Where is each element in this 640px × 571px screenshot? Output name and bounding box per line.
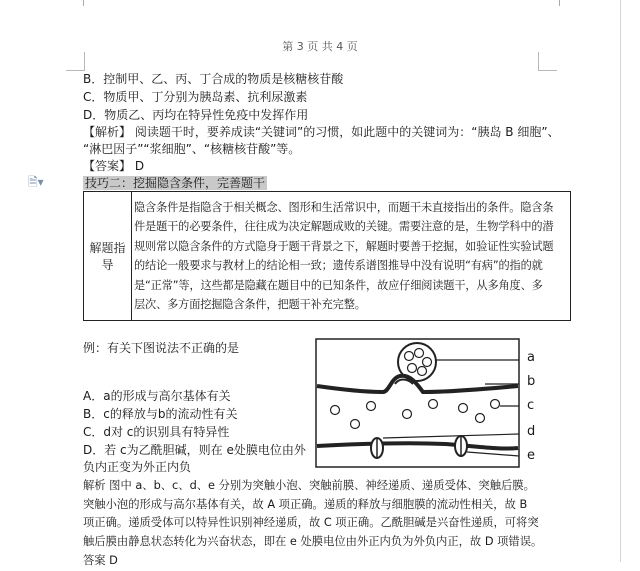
example-option-d: D．若 c为乙酰胆碱，则在 e处膜电位由外 [83, 443, 306, 457]
example-option-a: A．a的形成与高尔基体有关 [83, 389, 231, 403]
document-icon[interactable]: 🗎▾ [28, 175, 44, 189]
figure-label-a: a [527, 350, 535, 365]
analysis-line: 【解析】 阅读题干时，要养成读“关键词”的习惯，如此题中的关键词为：“胰岛 B 细胞”、 [83, 125, 560, 139]
guide-line: 层次、多方面挖掘隐含条件，把题干补充完整。 [134, 298, 366, 311]
option-b-prev: B．控制甲、乙、丙、丁合成的物质是核糖核苷酸 [83, 72, 344, 86]
option-c-prev: C．物质甲、丁分别为胰岛素、抗利尿激素 [83, 90, 308, 104]
guide-body [132, 192, 571, 321]
figure-label-d: d [527, 424, 536, 439]
postsynaptic-membrane-e [317, 443, 518, 448]
page-edge [620, 0, 621, 562]
example-option-b: B．c的释放与b的流动性有关 [83, 407, 238, 421]
synapse-diagram [315, 338, 520, 468]
example-answer: 答案 D [83, 553, 118, 567]
page-indicator: 第 3 页 共 4 页 [282, 40, 358, 53]
answer-prev: 【答案】 D [83, 159, 145, 173]
analysis-line: 项正确。递质受体可以特异性识别神经递质，故 C 项正确。乙酰胆碱是兴奋性递质，可将突 [83, 516, 539, 530]
guide-table [83, 191, 571, 321]
option-d-prev: D．物质乙、丙均在特异性免疫中发挥作用 [83, 108, 309, 122]
analysis-line: 解析 图中 a、b、c、d、e 分别为突触小泡、突触前膜、神经递质、递质受体、突触后膜。 [83, 479, 535, 492]
guide-line: 隐含条件是指隐含于相关概念、图形和生活常识中，而题干未直接指出的条件。隐含条 [134, 200, 554, 214]
example-question: 例：有关下图说法不正确的是 [83, 341, 240, 355]
guide-label: 解题指导 [84, 192, 132, 321]
guide-line: 的结论一般要求与教材上的结论相一致；遗传系谱图推导中没有说明“有病”的指的就 [134, 259, 543, 272]
skill-heading: 技巧二：挖掘隐含条件，完善题干 [85, 176, 266, 190]
guide-line: 是“正常”等，这些都是隐藏在题目中的已知条件，故应仔细阅读题干，从多角度、多 [134, 278, 543, 292]
figure-label-b: b [527, 374, 536, 389]
example-option-d-cont: 负内正变为外正内负 [83, 460, 192, 474]
guide-line: 规则常以隐含条件的方式隐身于题干背景之下，解题时要善于挖掘，如验证性实验试题 [134, 239, 554, 253]
example-analysis [83, 477, 543, 571]
analysis-line: 突触小泡的形成与高尔基体有关，故 A 项正确。递质的释放与细胞膜的流动性相关，故 B [83, 497, 528, 511]
analysis-line: “淋巴因子”“浆细胞”、“核糖核苷酸”等。 [83, 142, 301, 156]
transmitter-c [331, 406, 340, 415]
crop-mark-right [538, 52, 557, 71]
figure-label-e: e [527, 448, 535, 463]
example-option-c: C．d对 c的识别具有特异性 [83, 425, 230, 439]
crop-mark-left [66, 52, 85, 71]
guide-line: 件是题干的必要条件，往往成为决定解题成败的关键。需要注意的是，生物学科中的潜 [134, 220, 554, 233]
analysis-line: 触后膜由静息状态转化为兴奋状态，即在 e 处膜电位由外正内负为外负内正，故 D 项错误。 [83, 535, 543, 549]
figure-label-c: c [527, 398, 535, 413]
